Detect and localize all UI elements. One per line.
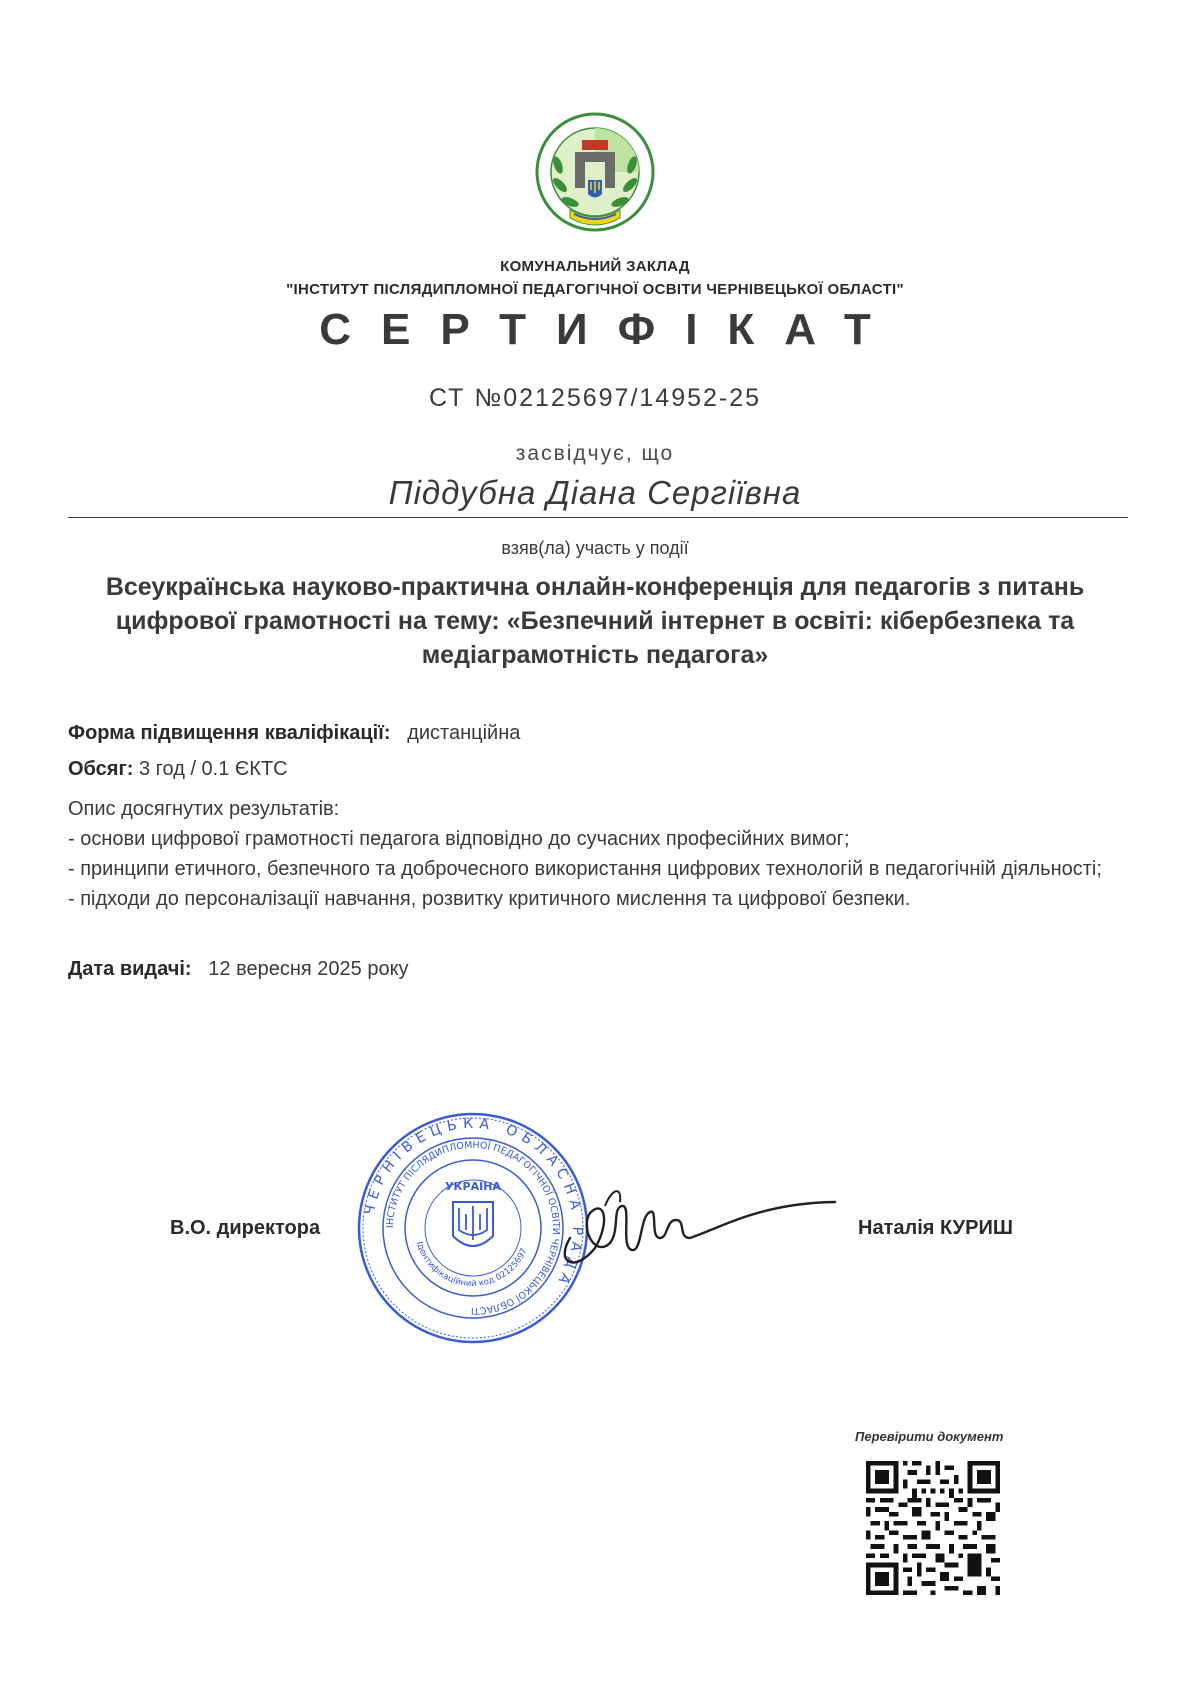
certifies-text: засвідчує, що (515, 442, 675, 465)
volume-label: Обсяг: (68, 758, 134, 780)
qualification-form-value: дистанційна (407, 722, 521, 744)
seal-country-text: УКРАЇНА (445, 1180, 501, 1193)
institute-emblem-icon (530, 110, 660, 250)
event-title: Всеукраїнська науково-практична онлайн-конференція для педагогів з питань цифрової грамотності на тему: «Безпечний інтернет в освіті: кібербезпека та медіаграмотність педагога» (105, 573, 1085, 669)
volume-value: 3 год / 0.1 ЄКТС (139, 758, 288, 780)
outcomes-heading: Опис досягнутих результатів: (68, 798, 340, 820)
seal-inner-text: ІНСТИТУТ ПІСЛЯДИПЛОМНОЇ ПЕДАГОГІЧНОЇ ОСВІТИ ЧЕРНІВЕЦЬКОЇ ОБЛАСТІ (384, 1139, 562, 1317)
organization-type: КОМУНАЛЬНИЙ ЗАКЛАД (500, 258, 690, 275)
participation-text: взяв(ла) участь у події (501, 538, 689, 558)
director-title: В.О. директора (170, 1217, 321, 1239)
outcome-item: - принципи етичного, безпечного та доброчесного використання цифрових технологій в педагогічній діяльності; (68, 858, 1102, 880)
qr-code-icon[interactable] (866, 1461, 1000, 1595)
issue-date-label: Дата видачі: (68, 958, 192, 980)
outcomes-list (68, 794, 1128, 914)
recipient-name: Піддубна Діана Сергіївна (388, 474, 802, 511)
handwritten-signature-icon (550, 1168, 840, 1278)
outcome-item: - основи цифрової грамотності педагога відповідно до сучасних професійних вимог; (68, 828, 850, 850)
certificate-number: СТ №02125697/14952-25 (428, 384, 762, 412)
qualification-form (68, 722, 520, 745)
seal-code-text: Ідентифікаційний код 02125697 (413, 1240, 530, 1290)
outcome-item: - підходи до персоналізації навчання, розвитку критичного мислення та цифрової безпеки. (68, 888, 911, 910)
qualification-form-label: Форма підвищення кваліфікації: (68, 722, 391, 744)
issue-date (68, 958, 409, 981)
issue-date-value: 12 вересня 2025 року (208, 958, 409, 980)
name-underline (68, 517, 1128, 518)
certificate-title: СЕРТИФІКАТ (319, 305, 901, 354)
seal-outer-text: ЧЕРНІВЕЦЬКА ОБЛАСНА РАДА (361, 1115, 586, 1292)
verify-document-label: Перевірити документ (855, 1429, 1004, 1444)
volume (68, 758, 288, 781)
organization-name: "ІНСТИТУТ ПІСЛЯДИПЛОМНОЇ ПЕДАГОГІЧНОЇ ОСВІТИ ЧЕРНІВЕЦЬКОЇ ОБЛАСТІ" (286, 281, 904, 298)
director-name: Наталія КУРИШ (858, 1217, 1013, 1239)
